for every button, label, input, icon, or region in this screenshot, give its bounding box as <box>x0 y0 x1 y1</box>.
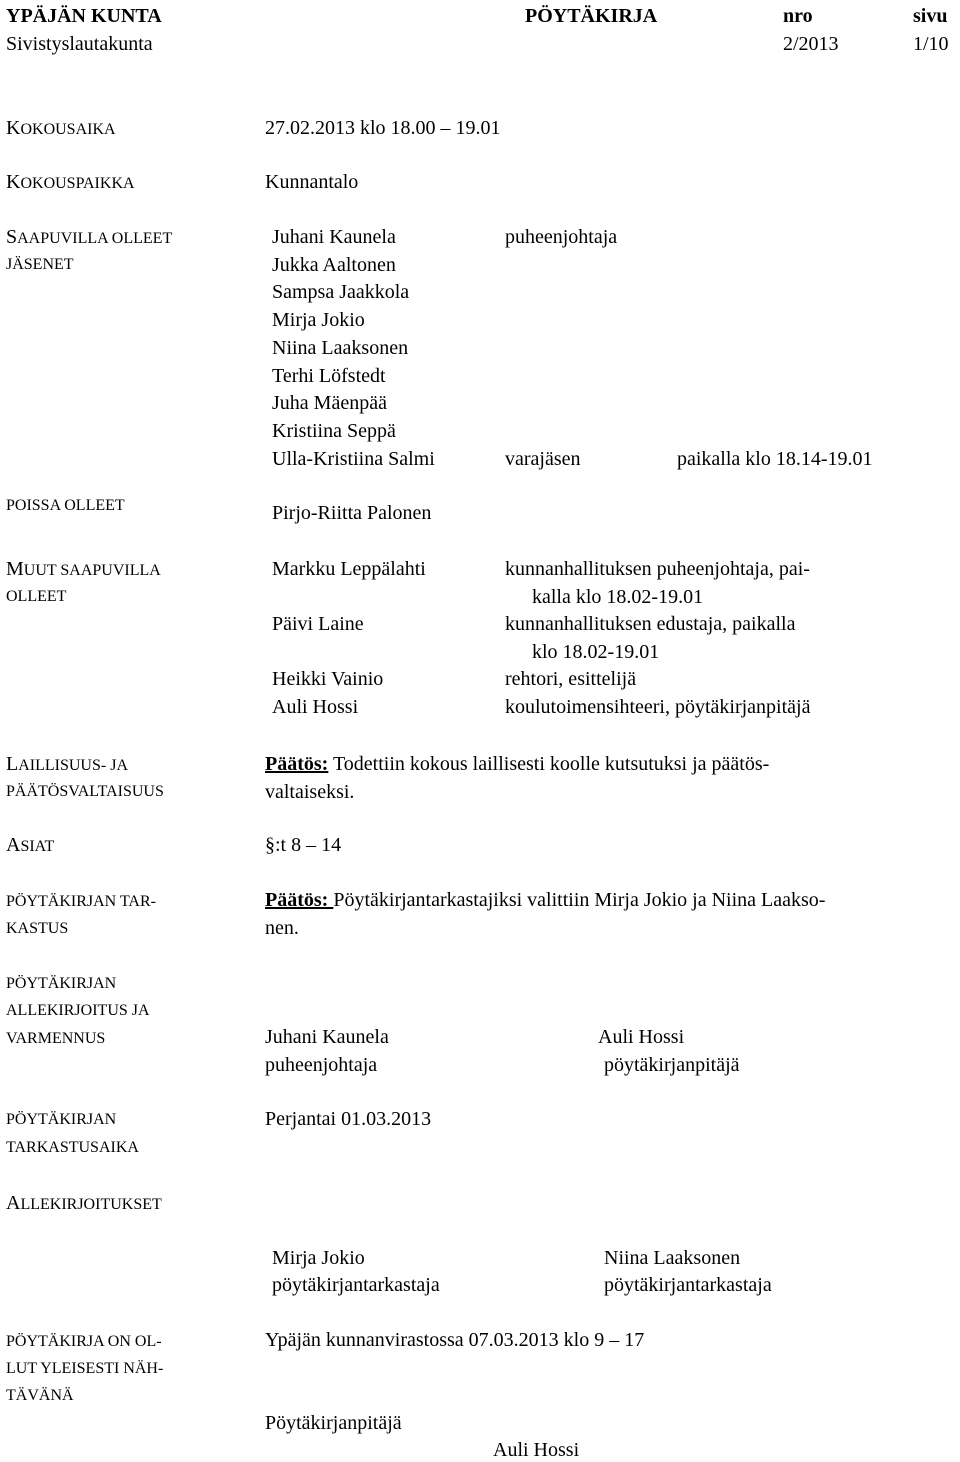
signing-label-line2: ALLEKIRJOITUS JA <box>6 1002 150 1019</box>
meeting-place-label: KOKOUSPAIKKA <box>6 171 135 193</box>
other-name: Heikki Vainio <box>272 668 384 690</box>
matters-value: §:t 8 – 14 <box>265 834 342 856</box>
nro-label: nro <box>783 5 813 27</box>
member-name: Sampsa Jaakkola <box>272 281 410 303</box>
present-members-label-line2: JÄSENET <box>6 256 74 273</box>
signer-name: Juhani Kaunela <box>265 1026 389 1048</box>
other-role-cont: kalla klo 18.02-19.01 <box>532 586 704 608</box>
inspection-decision: Päätös: Pöytäkirjantarkastajiksi valittiin Mirja Jokio ja Niina Laakso- <box>265 889 826 911</box>
document-number: 2/2013 <box>783 33 839 55</box>
signer-name: Auli Hossi <box>598 1026 685 1048</box>
inspection-label-line2: KASTUS <box>6 920 69 937</box>
signing-label: PÖYTÄKIRJAN <box>6 975 117 992</box>
other-name: Markku Leppälahti <box>272 558 426 580</box>
inspector-name: Niina Laaksonen <box>604 1247 741 1269</box>
public-display-label-line2: LUT YLEISESTI NÄH- <box>6 1360 164 1377</box>
other-name: Päivi Laine <box>272 613 364 635</box>
document-type: PÖYTÄKIRJA <box>525 5 658 27</box>
inspection-time-value: Perjantai 01.03.2013 <box>265 1108 432 1130</box>
matters-label: ASIAT <box>6 834 55 856</box>
member-name: Niina Laaksonen <box>272 337 409 359</box>
other-role: koulutoimensihteeri, pöytäkirjanpitäjä <box>505 696 811 718</box>
public-display-value: Ypäjän kunnanvirastossa 07.03.2013 klo 9 – 17 <box>265 1329 645 1351</box>
inspector-role: pöytäkirjantarkastaja <box>604 1274 772 1296</box>
member-name: Mirja Jokio <box>272 309 365 331</box>
signatures-label: ALLEKIRJOITUKSET <box>6 1192 162 1214</box>
other-role: kunnanhallituksen edustaja, paikalla <box>505 613 796 635</box>
member-name: Jukka Aaltonen <box>272 254 396 276</box>
page-number: 1/10 <box>913 33 949 55</box>
legality-decision: Päätös: Todettiin kokous laillisesti koolle kutsutuksi ja päätös- <box>265 753 770 775</box>
legality-label: LAILLISUUS- JA <box>6 753 128 775</box>
legality-label-line2: PÄÄTÖSVALTAISUUS <box>6 783 164 800</box>
legality-decision-cont: valtaiseksi. <box>265 781 355 803</box>
inspection-time-label-line2: TARKASTUSAIKA <box>6 1139 139 1156</box>
member-name: Juhani Kaunela <box>272 226 396 248</box>
other-role-cont: klo 18.02-19.01 <box>532 641 660 663</box>
other-role: kunnanhallituksen puheenjohtaja, pai- <box>505 558 810 580</box>
inspector-name: Mirja Jokio <box>272 1247 365 1269</box>
others-present-label-line2: OLLEET <box>6 588 67 605</box>
absent-name: Pirjo-Riitta Palonen <box>272 502 432 524</box>
member-note: paikalla klo 18.14-19.01 <box>677 448 873 470</box>
meeting-time-label: KOKOUSAIKA <box>6 117 116 139</box>
keeper-label: Pöytäkirjanpitäjä <box>265 1412 402 1434</box>
keeper-name: Auli Hossi <box>493 1439 580 1461</box>
member-name: Ulla-Kristiina Salmi <box>272 448 435 470</box>
other-role: rehtori, esittelijä <box>505 668 637 690</box>
others-present-label: MUUT SAAPUVILLA <box>6 558 161 580</box>
meeting-place-value: Kunnantalo <box>265 171 359 193</box>
department-name: Sivistyslautakunta <box>6 33 153 55</box>
absent-label: POISSA OLLEET <box>6 497 125 514</box>
member-role: varajäsen <box>505 448 581 470</box>
public-display-label: PÖYTÄKIRJA ON OL- <box>6 1333 162 1350</box>
inspection-decision-cont: nen. <box>265 917 299 939</box>
public-display-label-line3: TÄVÄNÄ <box>6 1387 74 1404</box>
inspection-time-label: PÖYTÄKIRJAN <box>6 1111 117 1128</box>
sivu-label: sivu <box>913 5 948 27</box>
signer-role: puheenjohtaja <box>265 1054 378 1076</box>
member-name: Kristiina Seppä <box>272 420 396 442</box>
present-members-label: SAAPUVILLA OLLEET <box>6 226 173 248</box>
meeting-time-value: 27.02.2013 klo 18.00 – 19.01 <box>265 117 501 139</box>
inspector-role: pöytäkirjantarkastaja <box>272 1274 440 1296</box>
municipality-name: YPÄJÄN KUNTA <box>6 5 162 27</box>
inspection-label: PÖYTÄKIRJAN TAR- <box>6 893 156 910</box>
member-name: Terhi Löfstedt <box>272 365 386 387</box>
member-role: puheenjohtaja <box>505 226 618 248</box>
member-name: Juha Mäenpää <box>272 392 387 414</box>
other-name: Auli Hossi <box>272 696 359 718</box>
signer-role: pöytäkirjanpitäjä <box>604 1054 740 1076</box>
signing-label-line3: VARMENNUS <box>6 1030 106 1047</box>
